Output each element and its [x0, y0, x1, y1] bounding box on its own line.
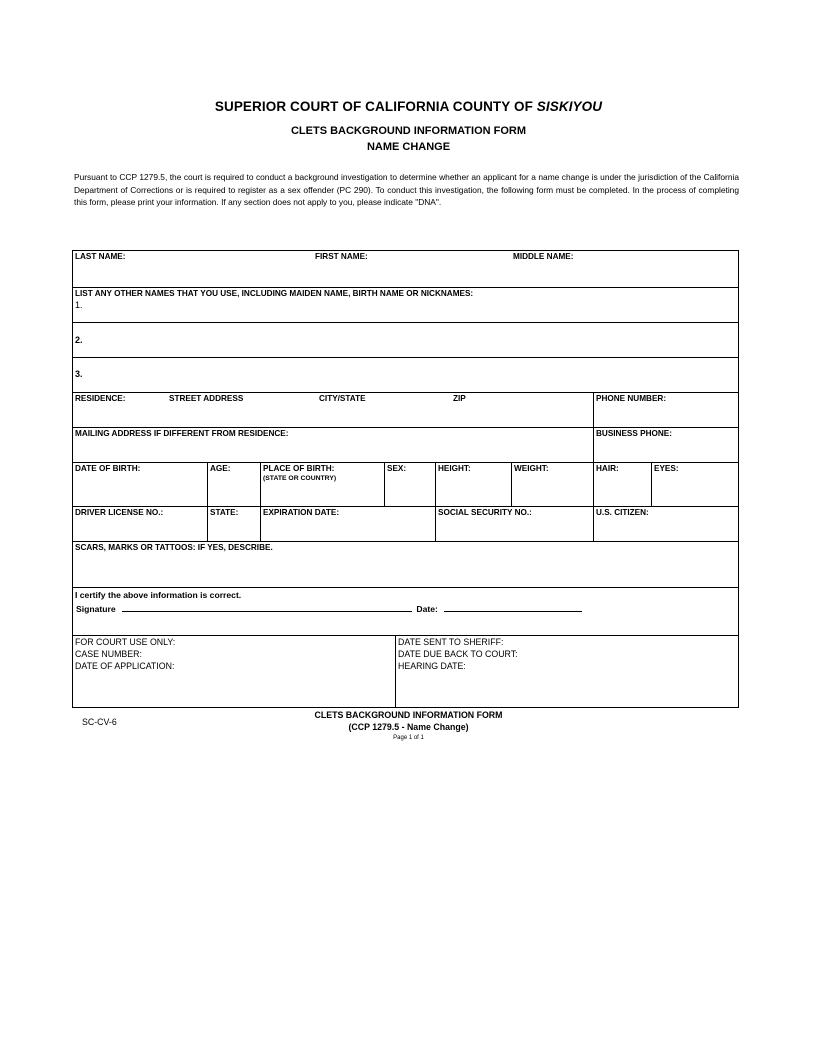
other-names-row-1[interactable]: [73, 287, 738, 322]
divider: [395, 636, 396, 708]
phone-number-label: PHONE NUMBER:: [596, 394, 667, 403]
form-subtitle: NAME CHANGE: [366, 141, 451, 153]
hearing-date-label: HEARING DATE:: [398, 661, 466, 671]
intro-paragraph: Pursuant to CCP 1279.5, the court is required to conduct a background investigation to determine whether an applicant for a name change is under the jurisdiction of the California Department of Corrections or is required to register as a sex offender (PC 290). To conduct this investigation, the following form must be completed. In the process of completing this form, please print your information. If any section does not apply to you, please indicate "DNA".: [74, 172, 739, 208]
residence-label: RESIDENCE:: [75, 394, 126, 403]
name-row[interactable]: [73, 251, 738, 287]
divider: [593, 463, 594, 506]
form-title: CLETS BACKGROUND INFORMATION FORM: [290, 125, 527, 137]
signature-label: Signature: [76, 604, 116, 614]
residence-row[interactable]: [73, 392, 738, 427]
other-names-label: LIST ANY OTHER NAMES THAT YOU USE, INCLUDING MAIDEN NAME, BIRTH NAME OR NICKNAMES:: [75, 289, 474, 298]
driver-license-label: DRIVER LICENSE NO.:: [75, 508, 164, 517]
license-row[interactable]: [73, 506, 738, 541]
divider: [435, 463, 436, 506]
street-address-label: STREET ADDRESS: [169, 394, 244, 403]
us-citizen-label: U.S. CITIZEN:: [596, 508, 649, 517]
divider: [435, 507, 436, 541]
middle-name-label: MIDDLE NAME:: [513, 252, 574, 261]
form-code: SC-CV-6: [82, 717, 117, 727]
other-name-item-2: 2.: [75, 335, 83, 345]
descriptor-row[interactable]: [73, 462, 738, 506]
divider: [593, 428, 594, 462]
sex-label: SEX:: [387, 464, 407, 473]
last-name-label: LAST NAME:: [75, 252, 126, 261]
other-names-row-3[interactable]: [73, 357, 738, 392]
scars-row[interactable]: [73, 541, 738, 587]
date-due-label: DATE DUE BACK TO COURT:: [398, 649, 518, 659]
divider: [651, 463, 652, 506]
scars-label: SCARS, MARKS OR TATTOOS: IF YES, DESCRIBE.: [75, 543, 273, 552]
date-sent-label: DATE SENT TO SHERIFF:: [398, 637, 504, 647]
state-label: STATE:: [210, 508, 239, 517]
divider: [260, 507, 261, 541]
date-of-application-label: DATE OF APPLICATION:: [75, 661, 175, 671]
place-of-birth-note: (STATE OR COUNTRY): [263, 475, 337, 482]
court-title: [0, 99, 817, 114]
first-name-label: FIRST NAME:: [315, 252, 368, 261]
hair-label: HAIR:: [596, 464, 619, 473]
business-phone-label: BUSINESS PHONE:: [596, 429, 672, 438]
divider: [207, 507, 208, 541]
divider: [260, 463, 261, 506]
other-name-item-3: 3.: [75, 369, 83, 379]
certification-row: [73, 587, 738, 635]
divider: [384, 463, 385, 506]
mailing-address-label: MAILING ADDRESS IF DIFFERENT FROM RESIDENCE:: [75, 429, 289, 438]
date-line[interactable]: [444, 602, 582, 612]
height-label: HEIGHT:: [438, 464, 471, 473]
expiration-date-label: EXPIRATION DATE:: [263, 508, 340, 517]
mailing-row[interactable]: [73, 427, 738, 462]
footer-title: CLETS BACKGROUND INFORMATION FORM: [314, 710, 503, 720]
page-number: Page 1 of 1: [393, 735, 424, 741]
other-names-row-2[interactable]: [73, 322, 738, 357]
background-form: [72, 250, 739, 708]
dob-label: DATE OF BIRTH:: [75, 464, 141, 473]
other-name-item-1: 1.: [75, 300, 83, 310]
court-use-label: FOR COURT USE ONLY:: [75, 637, 176, 647]
divider: [593, 507, 594, 541]
signature-line[interactable]: [122, 602, 412, 612]
place-of-birth-label: PLACE OF BIRTH:: [263, 464, 335, 473]
certify-text: I certify the above information is correct.: [75, 590, 242, 600]
zip-label: ZIP: [453, 394, 466, 403]
date-label: Date:: [416, 604, 438, 614]
age-label: AGE:: [210, 464, 231, 473]
divider: [511, 463, 512, 506]
court-use-row: [73, 635, 738, 708]
eyes-label: EYES:: [654, 464, 679, 473]
county-name: SISKIYOU: [536, 99, 603, 114]
divider: [593, 393, 594, 427]
weight-label: WEIGHT:: [514, 464, 549, 473]
city-state-label: CITY/STATE: [319, 394, 366, 403]
court-title-prefix: SUPERIOR COURT OF CALIFORNIA COUNTY OF: [214, 99, 533, 114]
footer-subtitle: (CCP 1279.5 - Name Change): [348, 722, 469, 732]
ssn-label: SOCIAL SECURITY NO.:: [438, 508, 532, 517]
divider: [207, 463, 208, 506]
case-number-label: CASE NUMBER:: [75, 649, 142, 659]
signature-field[interactable]: [76, 602, 582, 614]
